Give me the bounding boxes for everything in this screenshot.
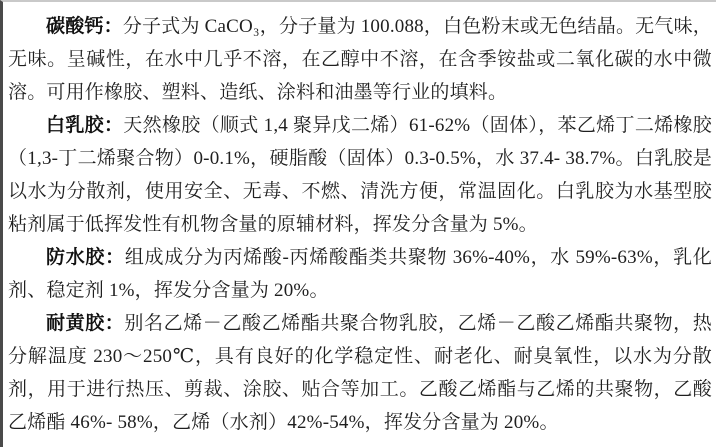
paragraph-body: 别名乙烯－乙酸乙烯酯共聚合物乳胶，乙烯－乙酸乙烯酯共聚物，热分解温度 230～250℃，具有良好的化学稳定性、耐老化、耐臭氧性，以水为分散剂，用于进行热压、剪裁、涂胶、贴合等加工。乙酸乙烯酯与乙烯的共聚物，乙酸乙烯酯 46%- 58%，乙烯（水剂）42%-54%，挥发分含量为 20%。 xyxy=(8,313,712,433)
term-waterproof-glue: 防水胶： xyxy=(46,247,125,268)
paragraph-yellowing-resistant-glue xyxy=(8,307,712,439)
paragraph-white-latex-glue xyxy=(8,109,712,241)
paragraph-body: 天然橡胶（顺式 1,4 聚异戊二烯）61-62%（固体），苯乙烯丁二烯橡胶（1,3-丁二烯聚合物）0-0.1%，硬脂酸（固体）0.3-0.5%，水 37.4- 38.7%。白乳胶是以水为分散剂，使用安全、无毒、不燃、清洗方便，常温固化。白乳胶为水基型胶粘剂属于低挥发性有机物含量的原辅材料，挥发分含量为 5%。 xyxy=(8,115,712,235)
paragraph-waterproof-glue xyxy=(8,241,712,307)
term-calcium-carbonate: 碳酸钙： xyxy=(46,16,123,37)
term-yellowing-resistant-glue: 耐黄胶： xyxy=(46,313,125,334)
paragraph-body: 组成成分为丙烯酸-丙烯酸酯类共聚物 36%-40%，水 59%-63%，乳化剂、稳定剂 1%，挥发分含量为 20%。 xyxy=(8,247,712,301)
paragraph-calcium-carbonate xyxy=(8,10,712,109)
paragraph-body: 分子式为 CaCO₃，分子量为 100.088，白色粉末或无色结晶。无气味，无味。呈碱性，在水中几乎不溶，在乙醇中不溶，在含季铵盐或二氧化碳的水中微溶。可用作橡胶、塑料、造纸、涂料和油墨等行业的填料。 xyxy=(8,16,712,103)
term-white-latex-glue: 白乳胶： xyxy=(46,115,124,136)
